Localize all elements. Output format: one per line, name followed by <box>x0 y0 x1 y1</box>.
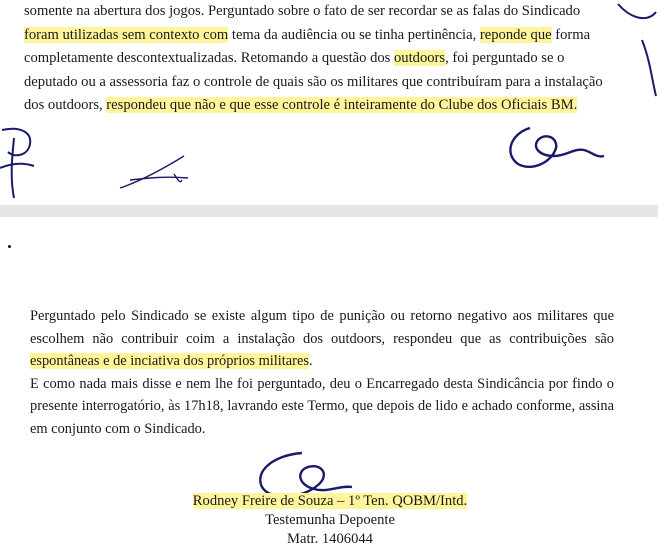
highlight: reponde que <box>479 26 552 43</box>
text-line: dos outdoors, respondeu que não e que esse controle é inteiramente do Clube dos Oficiais BM. <box>24 97 578 113</box>
stray-mark <box>8 245 11 248</box>
text-line: deputado ou a assessoria faz o controle de quais são os militares que contribuíram para a instalação <box>24 73 603 90</box>
signer-registration: Matr. 1406044 <box>287 531 373 547</box>
text-line: somente na abertura dos jogos. Perguntado sobre o fato de ser recordar se as falas do Sindicado <box>24 3 581 19</box>
corner-mark <box>612 0 658 100</box>
initials-signature-middle <box>118 150 198 195</box>
paragraph: Perguntado pelo Sindicado se existe algum tipo de punição ou retorno negativo aos militares que escolhem não contribuir coim a instalação dos outdoors, respondeu que as contribuições são espontâneas e de inciativa dos próprios militares. <box>30 308 614 369</box>
highlight: respondeu que não e que esse controle é inteiramente do Clube dos Oficiais BM. <box>106 97 578 113</box>
signer-role: Testemunha Depoente <box>265 512 395 528</box>
paragraph-top <box>24 0 616 118</box>
document-page-top <box>0 0 658 205</box>
paragraph-bottom <box>30 305 614 440</box>
initials-signature-left <box>0 118 50 203</box>
highlight: outdoors <box>394 50 446 66</box>
paragraph: E como nada mais disse e nem lhe foi perguntado, deu o Encarregado desta Sindicância por findo o presente interrogatório, às 17h18, lavrando este Termo, que depois de lido e achado conforme, assina em conjunto com o Sindicado. <box>30 375 614 437</box>
text-line: foram utilizadas sem contexto com tema da audiência ou se tinha pertinência, reponde que forma <box>24 26 591 43</box>
highlight: espontâneas e de inciativa dos próprios militares <box>30 353 309 369</box>
signer-name: Rodney Freire de Souza – 1º Ten. QOBM/Intd. <box>192 493 468 509</box>
signature-block <box>180 492 480 549</box>
page-separator <box>0 205 658 217</box>
text-line: completamente descontextualizadas. Retomando a questão dos outdoors, foi perguntado se o <box>24 50 565 66</box>
document-page-bottom <box>0 217 658 549</box>
highlight: foram utilizadas sem contexto com <box>24 26 229 43</box>
initials-signature-right <box>500 118 610 178</box>
